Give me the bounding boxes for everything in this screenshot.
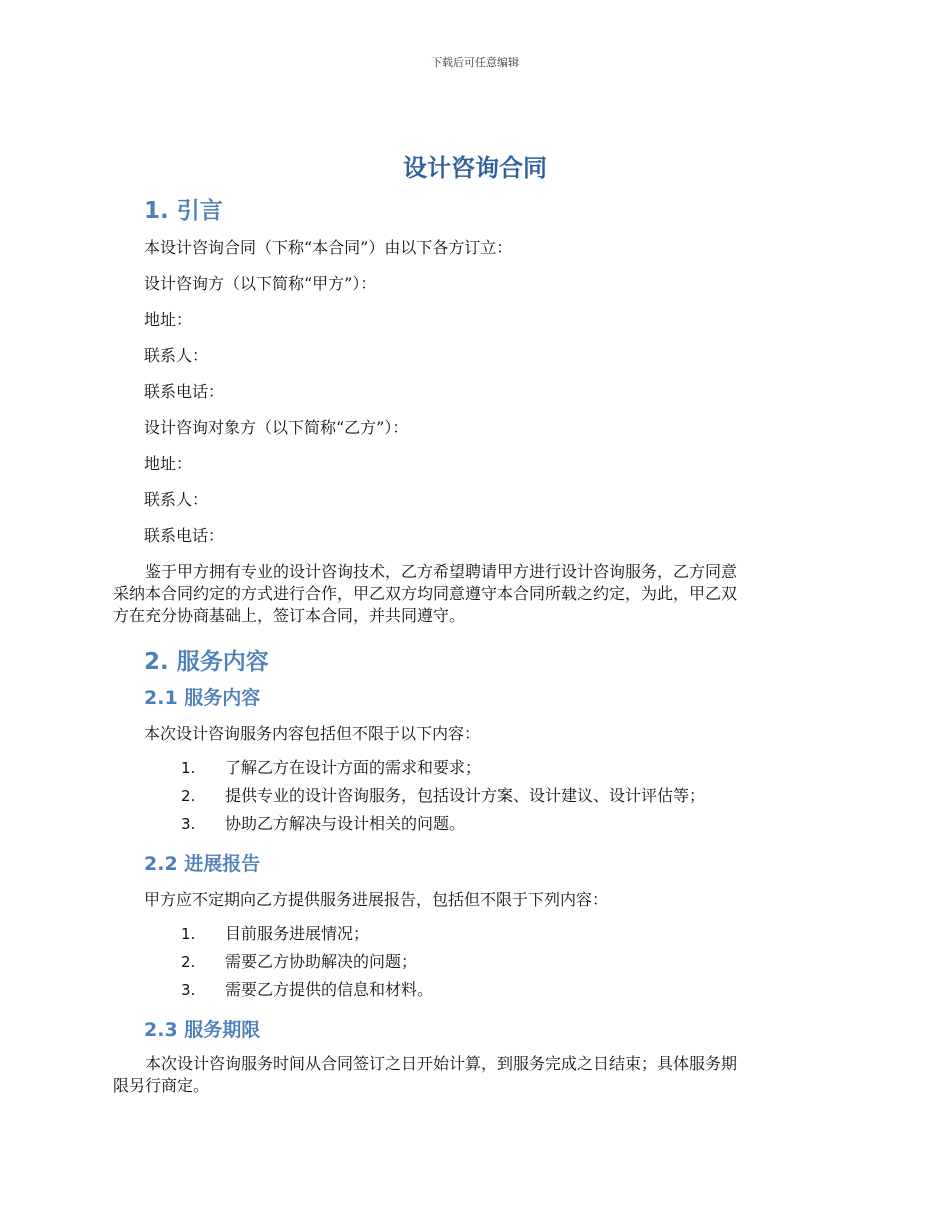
- list-number: 1.: [181, 925, 196, 943]
- party-a-address: 地址：: [144, 310, 193, 329]
- recital-line: 采纳本合同约定的方式进行合作，甲乙双方均同意遵守本合同所载之约定，为此，甲乙双: [113, 584, 738, 603]
- party-b-label: 设计咨询对象方（以下简称“乙方”）：: [144, 418, 409, 437]
- party-a-contact: 联系人：: [144, 346, 209, 365]
- document-title: 设计咨询合同: [403, 154, 547, 182]
- report-list: [113, 923, 843, 1001]
- list-text: 协助乙方解决与设计相关的问题。: [225, 814, 466, 833]
- party-b-contact: 联系人：: [144, 490, 209, 509]
- section-2-3-heading: 2.3 服务期限: [144, 1019, 261, 1041]
- section-2-heading: 2. 服务内容: [144, 649, 269, 675]
- section-2-1-intro: 本次设计咨询服务内容包括但不限于以下内容：: [144, 724, 481, 743]
- list-text: 了解乙方在设计方面的需求和要求；: [225, 758, 482, 777]
- party-b-address: 地址：: [144, 454, 193, 473]
- header-note: 下载后可任意编辑: [431, 56, 519, 69]
- term-line: 限另行商定。: [113, 1076, 210, 1095]
- list-text: 目前服务进展情况；: [225, 924, 370, 943]
- list-item: [113, 813, 843, 835]
- recital-paragraph: [113, 561, 843, 627]
- list-item: [113, 951, 843, 973]
- section-2-2-heading: 2.2 进展报告: [144, 853, 261, 875]
- list-item: [113, 923, 843, 945]
- service-list: [113, 757, 843, 835]
- list-number: 3.: [181, 981, 196, 999]
- intro-text: 本设计咨询合同（下称“本合同”）由以下各方订立：: [144, 238, 513, 257]
- section-2-1-heading: 2.1 服务内容: [144, 687, 261, 709]
- recital-line: 鉴于甲方拥有专业的设计咨询技术，乙方希望聘请甲方进行设计咨询服务，乙方同意: [145, 562, 738, 581]
- list-text: 需要乙方提供的信息和材料。: [225, 980, 434, 999]
- party-a-label: 设计咨询方（以下简称“甲方”）：: [144, 274, 377, 293]
- list-text: 需要乙方协助解决的问题；: [225, 952, 418, 971]
- list-number: 1.: [181, 759, 196, 777]
- list-item: [113, 785, 843, 807]
- party-a-phone: 联系电话：: [144, 382, 225, 401]
- list-number: 2.: [181, 953, 196, 971]
- list-text: 提供专业的设计咨询服务，包括设计方案、设计建议、设计评估等；: [225, 786, 706, 805]
- list-number: 2.: [181, 787, 196, 805]
- party-b-phone: 联系电话：: [144, 526, 225, 545]
- list-item: [113, 757, 843, 779]
- list-number: 3.: [181, 815, 196, 833]
- section-1-heading: 1. 引言: [144, 198, 223, 224]
- section-2-2-intro: 甲方应不定期向乙方提供服务进展报告，包括但不限于下列内容：: [144, 890, 609, 909]
- term-line: 本次设计咨询服务时间从合同签订之日开始计算，到服务完成之日结束；具体服务期: [145, 1054, 738, 1073]
- term-paragraph: [113, 1053, 843, 1097]
- list-item: [113, 979, 843, 1001]
- document-body: [113, 192, 843, 1097]
- recital-line: 方在充分协商基础上，签订本合同，并共同遵守。: [113, 606, 466, 625]
